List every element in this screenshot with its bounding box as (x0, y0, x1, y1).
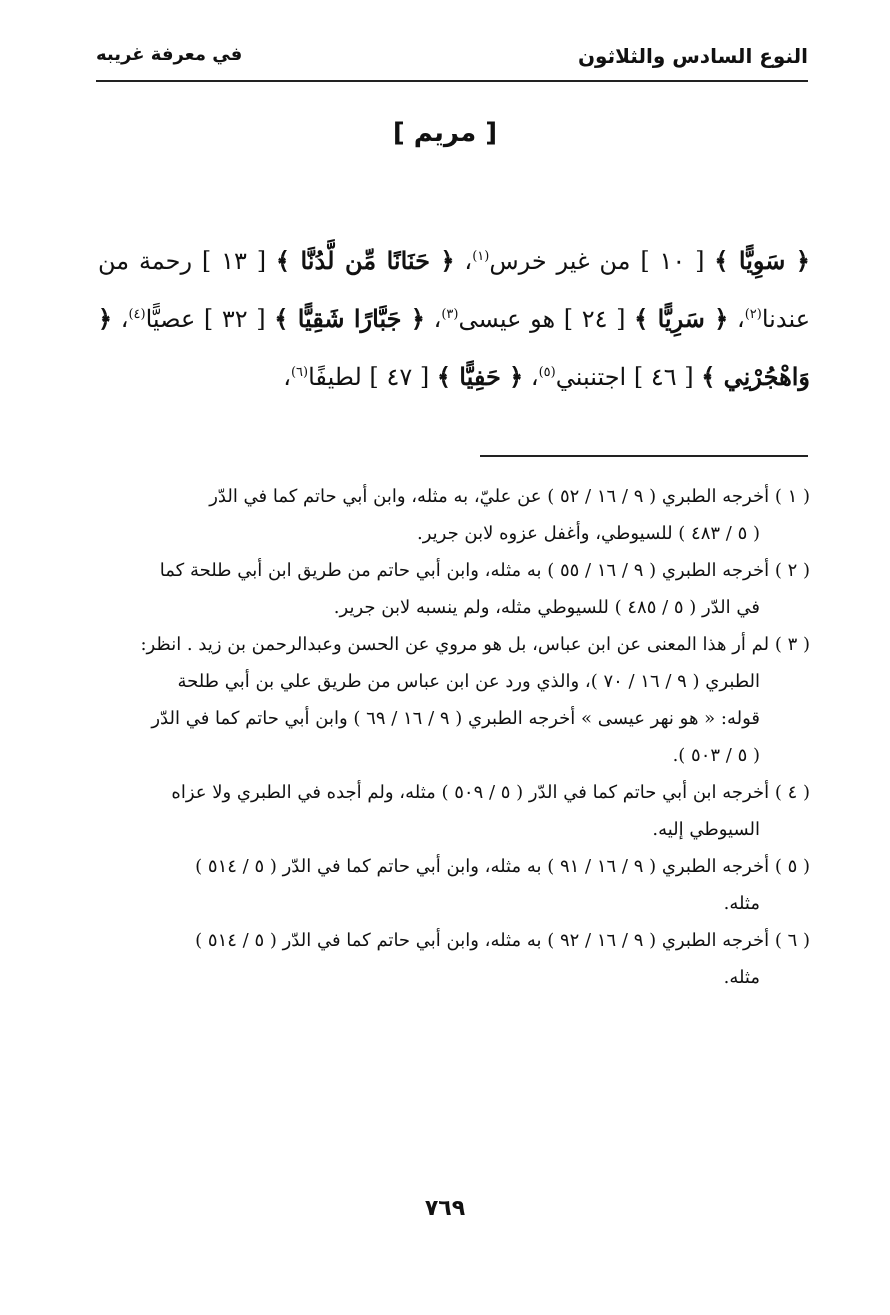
entry-gloss: [ ١٠ ] من غير خرس (489, 247, 715, 275)
entry-gloss: [ ٣٢ ] عصيًّا (145, 305, 275, 333)
footnote-3-line-1: ( ٣ ) لم أر هذا المعنى عن ابن عباس، بل هو مروي عن الحسن وعبدالرحمن بن زيد . انظر: (140, 634, 810, 655)
footnote-ref: (٥) (538, 365, 556, 380)
entry-3 (425, 305, 728, 333)
entry-gloss: [ ٢٤ ] هو عيسى (458, 305, 635, 333)
footnote-ref: (٤) (128, 307, 146, 322)
separator: ، (424, 305, 442, 333)
footnote-6-line-1: ( ٦ ) أخرجه الطبري ( ٩ / ١٦ / ٩٢ ) به مثله، وابن أبي حاتم كما في الدّر ( ٥ / ٥١٤ ) (195, 930, 810, 951)
footnote-ref: (١) (472, 249, 490, 264)
quran-word: ﴿ وَاهْجُرْنِي ﴾ (98, 304, 810, 391)
chapter-heading: النوع السادس والثلاثون (577, 44, 808, 68)
quran-word: ﴿ جَبَّارًا شَقِيًّا ﴾ (274, 304, 425, 333)
separator: ، (283, 363, 291, 391)
footnote-ref: (٢) (744, 307, 762, 322)
footnote-3-line-2: الطبري ( ٩ / ١٦ / ٧٠ )، والذي ورد عن ابن عباس من طريق علي بن أبي طلحة (177, 671, 760, 692)
footnote-4-line-1: ( ٤ ) أخرجه ابن أبي حاتم كما في الدّر ( ٥ / ٥٠٩ ) مثله، ولم أجده في الطبري ولا عزاه (171, 782, 810, 803)
entry-1 (455, 247, 810, 275)
quran-word: ﴿ حَنَانًا مِّن لَّدُنَّا ﴾ (275, 246, 455, 275)
footnote-3-line-3: قوله: « هو نهر عيسى » أخرجه الطبري ( ٩ / ١٦ / ٦٩ ) وابن أبي حاتم كما في الدّر (151, 708, 760, 729)
separator: ، (112, 305, 129, 333)
entry-gloss: [ ٤٦ ] اجتنبني (555, 363, 702, 391)
quran-word: ﴿ سَوِيًّا ﴾ (714, 246, 810, 275)
entry-4 (112, 305, 425, 333)
main-text (98, 232, 810, 406)
separator: ، (454, 247, 473, 275)
footnote-2-line-2: في الدّر ( ٥ / ٤٨٥ ) للسيوطي مثله، ولم ينسبه لابن جرير. (333, 597, 760, 618)
separator: ، (728, 305, 745, 333)
entry-gloss: [ ٤٧ ] لطيفًا (308, 363, 437, 391)
surah-title: [ مريم ] (392, 118, 498, 148)
footnote-2-line-1: ( ٢ ) أخرجه الطبري ( ٩ / ١٦ / ٥٥ ) به مثله، وابن أبي حاتم من طريق ابن أبي طلحة كما (159, 560, 810, 581)
running-header (96, 40, 808, 82)
quran-word: ﴿ حَفِيًّا ﴾ (436, 362, 524, 391)
footnote-4-line-2: السيوطي إليه. (652, 819, 760, 840)
quran-word: ﴿ سَرِيًّا ﴾ (634, 304, 729, 333)
footnote-ref: (٣) (441, 307, 459, 322)
footnote-5-line-1: ( ٥ ) أخرجه الطبري ( ٩ / ١٦ / ٩١ ) به مثله، وابن أبي حاتم كما في الدّر ( ٥ / ٥١٤ ) (195, 856, 810, 877)
entry-6 (283, 363, 523, 391)
section-heading: في معرفة غريبه (96, 44, 243, 65)
footnote-1-line-2: ( ٥ / ٤٨٣ ) للسيوطي، وأغفل عزوه لابن جرير. (416, 523, 760, 544)
footnote-1-line-1: ( ١ ) أخرجه الطبري ( ٩ / ١٦ / ٥٢ ) عن عليّ، به مثله، وابن أبي حاتم كما في الدّر (209, 486, 810, 507)
footnote-separator (480, 455, 808, 457)
footnote-6-line-2: مثله. (723, 967, 760, 988)
entry-gloss: [ ١٣ ] رحمة من عندنا (98, 247, 811, 333)
footnote-ref: (٦) (290, 365, 309, 380)
footnote-5-line-2: مثله. (723, 893, 760, 914)
footnote-3-line-4: ( ٥ / ٥٠٣ ). (672, 745, 760, 766)
footnotes (96, 478, 810, 996)
separator: ، (523, 363, 539, 391)
page-number: ٧٦٩ (424, 1196, 466, 1221)
